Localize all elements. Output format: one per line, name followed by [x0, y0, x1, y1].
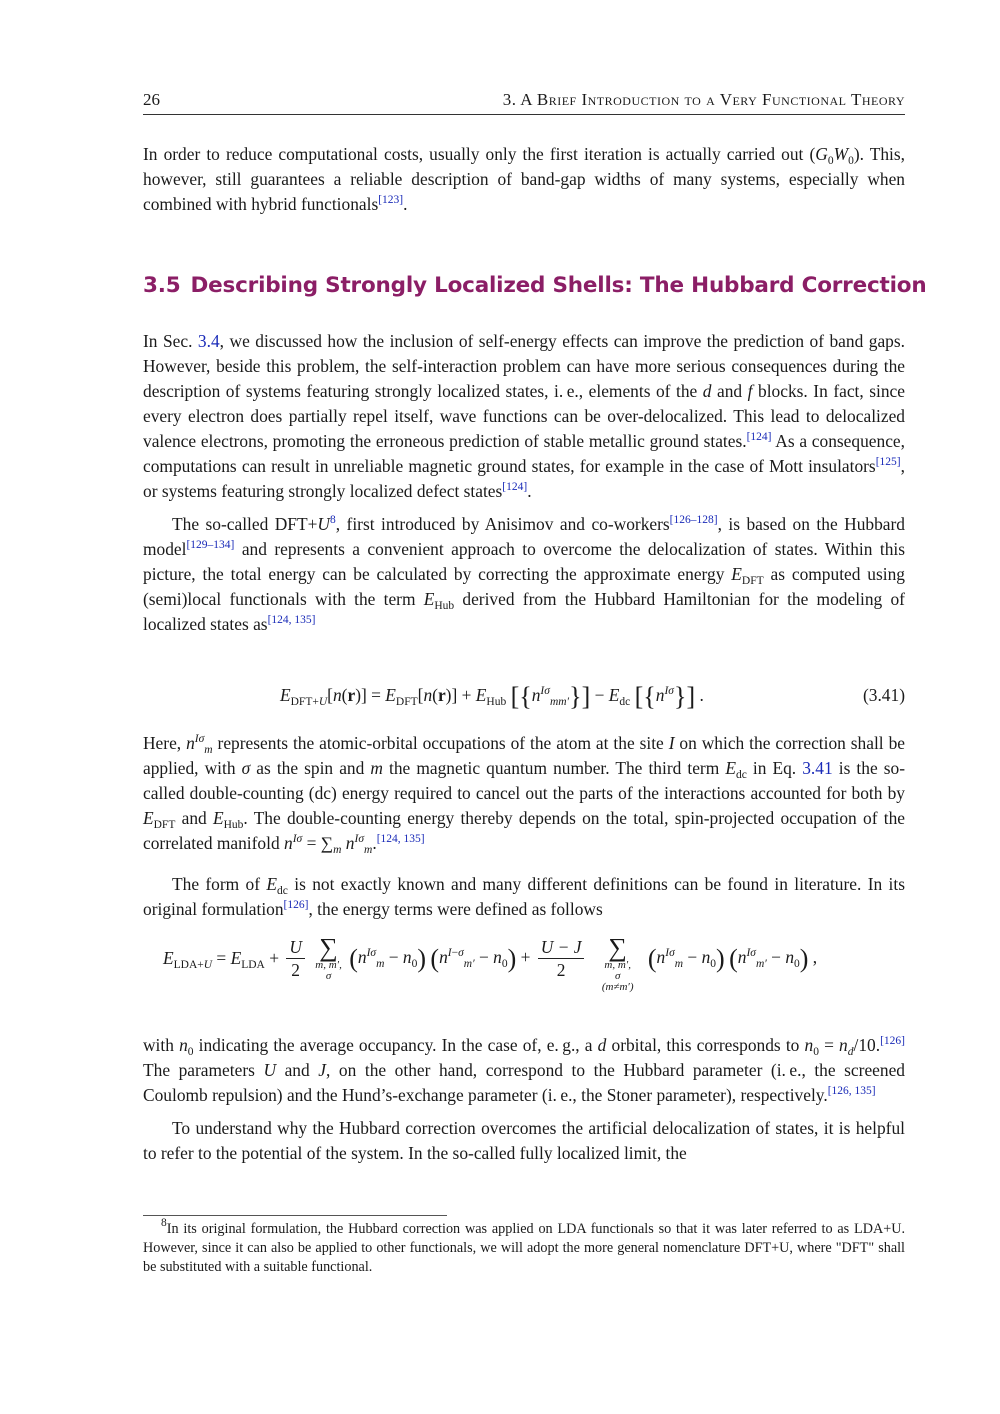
- equation-3-41: $E_{DFT+U}[n(r)] = E_{DFT}[n(r)] + E_{Hub}$ $[\{n^{I\sigma}_{mm'}\}] - E_{dc}$ $[\{n^{I\sigma}\}]$ .: [280, 682, 704, 711]
- citation-124-135[interactable]: [124, 135]: [267, 614, 316, 626]
- section-title: Describing Strongly Localized Shells: The Hubbard Correction: [190, 273, 927, 298]
- citation-126[interactable]: [126]: [283, 899, 309, 911]
- main-text-2: [143, 731, 905, 922]
- main-text-3: [143, 1033, 905, 1166]
- footnote-text: In its original formulation, the Hubbard correction was applied on LDA functionals so that it was later referred to as LDA+U. However, since it can also be applied to other functionals, we will adopt the more general nomenclature DFT+U, where "DFT" shall be substituted with a suitable functional.: [143, 1221, 905, 1275]
- equation-link-3-41[interactable]: 3.41: [802, 758, 833, 778]
- section-number: 3.5: [143, 273, 181, 298]
- section-heading: [143, 273, 927, 298]
- citation-124-135b[interactable]: [124, 135]: [376, 833, 425, 845]
- citation-126b[interactable]: [126]: [880, 1035, 905, 1047]
- page-header: [143, 90, 905, 115]
- citation-124b[interactable]: [124]: [502, 481, 528, 493]
- section-link-3-4[interactable]: 3.4: [197, 331, 220, 351]
- citation-123[interactable]: [123]: [378, 194, 404, 206]
- citation-125[interactable]: [125]: [875, 456, 901, 468]
- footnote-8: [143, 1217, 905, 1277]
- equation-lda-u: $E_{LDA+U} = E_{LDA}$ + $\frac{U}{2}$ ∑ m, m′, σ $(n^{I\sigma}_m - n_0) (n^{I-\sigma}_{m'} - n_0)$ + $\frac{U - J}{2}$ ∑ m, m′, σ (m≠m′) $(n^{I\sigma}_m - n_0) (n^{I\sigma}_{m'} - n_0)$ ,: [163, 933, 818, 993]
- footnote-marker: 8: [161, 1217, 167, 1229]
- paragraph-6: To understand why the Hubbard correction overcomes the artificial delocalization of states, it is helpful to refer to the potential of the system. In the so-called fully localized limit, the: [143, 1118, 905, 1163]
- citation-129-134[interactable]: [129–134]: [186, 539, 235, 551]
- paragraph-2: The so-called DFT+U$^8$, first introduced by Anisimov and co-workers[126–128], is based on the Hubbard model[129–134] and represents a convenient approach to overcome the delocalization of states. Within this picture, the total energy can be calculated by correcting the approximate energy $E_{DFT}$ as computed using (semi)local functionals with the term $E_{Hub}$ derived from the Hubbard Hamiltonian for the modeling of localized states as[124, 135]: [143, 514, 905, 634]
- citation-126-135[interactable]: [126, 135]: [827, 1085, 876, 1097]
- main-text: [143, 329, 905, 637]
- footnote-rule: [143, 1215, 447, 1216]
- footnote-link-8[interactable]: 8: [329, 514, 336, 526]
- paragraph-5: with $n_0$ indicating the average occupancy. In the case of, e. g., a d orbital, this corresponds to $n_0 = n_d/10.[126]$ The parameters U and J, on the other hand, correspond to the Hubbard parameter (i. e., the screened Coulomb repulsion) and the Hund’s-exchange parameter (i. e., the Stoner parameter), respectively.[126, 135]: [143, 1035, 905, 1105]
- paragraph-1: In Sec. 3.4, we discussed how the inclusion of self-energy effects can improve the prediction of band gaps. However, beside this problem, the self-interaction problem can have more serious consequences during the description of systems featuring strongly localized states, i. e., elements of the d and f blocks. In fact, since every electron does partially repel itself, wave functions can be over-delocalized. This lead to delocalized valence electrons, promoting the erroneous prediction of stable metallic ground states.[124] As a consequence, computations can result in unreliable magnetic ground states, for example in the case of Mott insulators[125], or systems featuring strongly localized defect states[124].: [143, 331, 905, 501]
- intro-paragraph: In order to reduce computational costs, usually only the first iteration is actually carried out $(G_0W_0)$. This, however, still guarantees a reliable description of band-gap widths of many systems, especially when combined with hybrid functionals[123].: [143, 144, 906, 214]
- citation-126-128[interactable]: [126–128]: [669, 514, 718, 526]
- paragraph-4: The form of $E_{dc}$ is not exactly known and many different definitions can be found in literature. In its original formulation[126], the energy terms were defined as follows: [143, 874, 905, 919]
- page-number: 26: [143, 90, 160, 109]
- citation-124[interactable]: [124]: [746, 431, 772, 443]
- running-title: 3. A Brief Introduction to a Very Functional Theory: [502, 90, 905, 109]
- equation-number: (3.41): [862, 685, 905, 705]
- paragraph-3: Here, $n^{I\sigma}_m$ represents the atomic-orbital occupations of the atom at the site I on which the correction shall be applied, with σ as the spin and m the magnetic quantum number. The third term $E_{dc}$ in Eq. 3.41 is the so-called double-counting (dc) energy required to cancel out the parts of the interactions accounted for both by $E_{DFT}$ and $E_{Hub}$. The double-counting energy thereby depends on the total, spin-projected occupation of the correlated manifold $n^{I\sigma} = \sum_m$ $n^{I\sigma}_m.[124, 135]$: [143, 733, 905, 856]
